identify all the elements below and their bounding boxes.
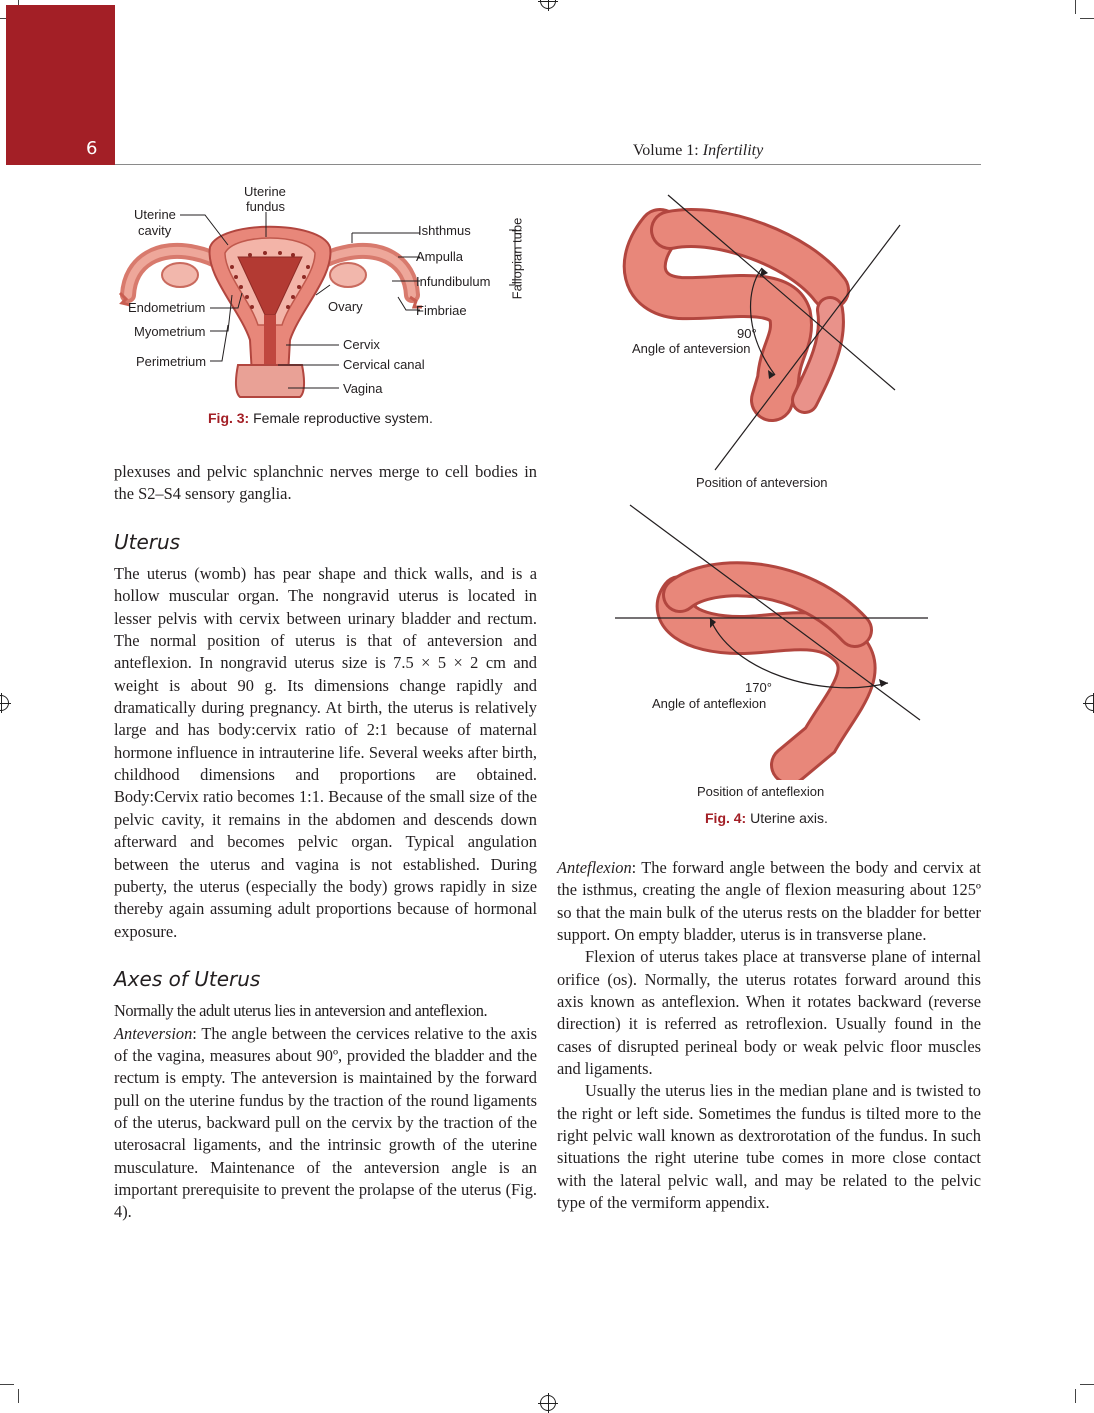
registration-mark	[540, 0, 556, 9]
label-vagina: Vagina	[343, 381, 383, 396]
crop-mark	[1080, 18, 1094, 19]
running-header	[115, 142, 981, 160]
median-plane-paragraph: Usually the uterus lies in the median plane and is twisted to the right or left side. Sometimes the fundus is tilted more to the right pelvic wall known as dextrorotation of the fundus. In such situations the right uterine tube comes in more close contact with the lateral pelvic wall, and may be related to the pelvic type of the vermiform appendix.	[557, 1081, 981, 1213]
anteflexion-title: Position of anteflexion	[697, 784, 825, 799]
volume-label: Volume 1:	[632, 142, 703, 159]
uterus-paragraph: The uterus (womb) has pear shape and thick walls, and is a hollow muscular organ. The nongravid uterus is located in lesser pelvis with cervix between urinary bladder and rectum. The normal position of uterus is that of anteversion and anteflexion. In nongravid uterus size is 7.5 × 5 × 2 cm and weight is about 90 g. Its dimensions change rapidly and dramatically during pregnancy. At birth, the uterus is relatively large and has body:cervix ratio of 2:1 because of maternal hormone influence in intrauterine life. Several weeks after birth, childhood dimensions and proportions are obtained. Body:Cervix ratio becomes 1:1. Because of the small size of the pelvic cavity, it remains in the abdomen and descends down afterward and becomes pelvic organ. Typical angulation between the uterus and vagina is not established. During puberty, the uterus (especially the body) grows rapidly in size thereby again assuming adult proportions because of hormonal exposure.	[114, 564, 537, 941]
uterus-heading: Uterus	[114, 529, 181, 554]
anteversion-paragraph	[114, 1023, 537, 1224]
anteflexion-illustration	[600, 500, 940, 780]
axes-intro: Normally the adult uterus lies in anteversion and anteflexion.	[114, 1001, 488, 1021]
page-number: 6	[86, 138, 98, 159]
figure-4-anteflexion	[600, 500, 940, 840]
registration-mark	[540, 1395, 556, 1411]
registration-mark	[1085, 695, 1094, 711]
label-perimetrium: Perimetrium	[136, 354, 207, 369]
label-myometrium: Myometrium	[134, 324, 206, 339]
anteflexion-text: : The forward angle between the body and cervix at the isthmus, creating the angle of flexion measuring about 125º so that the main bulk of the uterus rests on the bladder for better support. On empty bladder, uterus is in transverse plane.	[557, 858, 981, 945]
figure-3-caption-text: Female reproductive system.	[249, 410, 433, 426]
crop-mark	[1075, 1389, 1076, 1403]
label-ampulla: Ampulla	[416, 249, 463, 264]
anteflexion-angle-label: Angle of anteflexion	[652, 696, 767, 711]
label-uterine-cavity-1: Uterine	[134, 207, 176, 222]
right-column	[557, 857, 981, 1215]
anteflexion-term: Anteflexion	[557, 858, 632, 877]
anteversion-angle-label: Angle of anteversion	[632, 341, 751, 356]
registration-mark	[0, 695, 9, 711]
crop-mark	[1080, 1384, 1094, 1385]
figure-4-caption-label: Fig. 4:	[705, 810, 747, 826]
crop-mark	[0, 1384, 14, 1385]
label-infundibulum: Infundibulum	[416, 274, 491, 289]
crop-mark	[18, 1389, 19, 1403]
crop-mark	[1075, 0, 1076, 14]
label-isthmus: Ishthmus	[418, 223, 471, 238]
figure-3-caption-label: Fig. 3:	[208, 410, 250, 426]
label-uterine-fundus-2: fundus	[246, 199, 286, 214]
anteversion-angle: 90°	[737, 326, 757, 341]
figure-3-caption	[208, 410, 433, 426]
figure-4-anteversion	[600, 180, 940, 500]
anteversion-term: Anteversion	[114, 1023, 193, 1043]
label-ovary: Ovary	[328, 299, 363, 314]
label-endometrium: Endometrium	[128, 300, 206, 315]
flexion-paragraph: Flexion of uterus takes place at transverse plane of internal orifice (os). Normally, the uterus rotates forward around this axis known as anteflexion. When it rotates backward (reverse direction) it is referred as retroflexion. Usually found in the cases of disrupted perineal body or weak pelvic floor muscles and ligaments.	[557, 947, 981, 1079]
intro-paragraph: plexuses and pelvic splanchnic nerves merge to cell bodies in the S2–S4 sensory ganglia.	[114, 462, 537, 504]
figure-4-caption-text: Uterine axis.	[746, 810, 828, 826]
anteversion-illustration	[600, 180, 940, 480]
label-uterine-fundus-1: Uterine	[244, 184, 286, 199]
left-column	[114, 461, 537, 1224]
label-cervix: Cervix	[343, 337, 380, 352]
header-rule	[115, 164, 981, 165]
anteversion-text: : The angle between the cervices relative to the axis of the vagina, measures about 90º, provided the bladder and the rectum is empty. The anteversion is maintained by the forward pull on the uterine fundus by the traction of the round ligaments of the uterus, backward pull on the cervix by the traction of the uterosacral ligaments, and the intrinsic growth of the uterine musculature. Maintenance of the anteversion angle is an important prerequisite to prevent the prolapse of the uterus (Fig. 4).	[114, 1023, 537, 1222]
label-fallopian-tube: Fallopian tube	[509, 217, 525, 300]
anteversion-title: Position of anteversion	[696, 475, 828, 490]
anteflexion-paragraph	[557, 857, 981, 946]
label-uterine-cavity-2: cavity	[138, 223, 172, 238]
volume-title: Infertility	[702, 142, 764, 159]
figure-4-caption	[705, 810, 828, 826]
label-cervical-canal: Cervical canal	[343, 357, 425, 372]
anteflexion-angle: 170°	[745, 680, 772, 695]
axes-heading: Axes of Uterus	[114, 966, 261, 991]
figure-3	[110, 175, 550, 435]
label-fimbriae: Fimbriae	[416, 303, 467, 318]
reproductive-system-illustration	[110, 175, 550, 405]
